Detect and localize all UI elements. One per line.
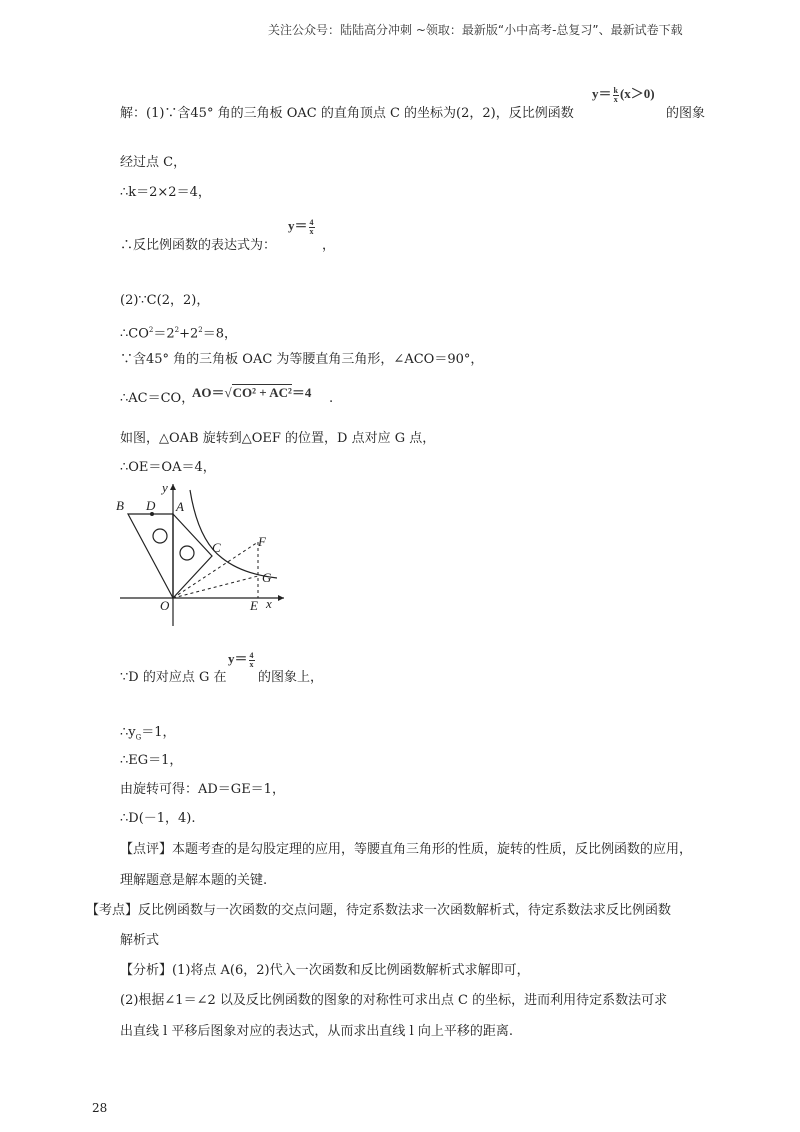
x-axis-arrow: [278, 595, 284, 601]
line-12: [120, 725, 176, 746]
formula-lhs: y＝: [592, 86, 612, 101]
line-12-a: ∴y: [120, 725, 136, 740]
line-6-b: ＝2: [153, 326, 175, 342]
line-1-tail: 的图象: [666, 106, 706, 121]
label-e: E: [250, 598, 258, 613]
triangle-oab: [128, 514, 173, 598]
label-a: A: [176, 499, 184, 514]
line-20: 【分析】(1)将点 A(6，2)代入一次函数和反比例函数解析式求解即可，: [120, 963, 530, 978]
formula-ao-sqrt: [192, 385, 311, 401]
radical-sign: √: [224, 385, 232, 400]
line-11: ∵D 的对应点 G 在: [120, 670, 227, 685]
line-5: (2)∵C(2，2)，: [120, 293, 210, 308]
fraction-numerator: 4: [309, 217, 314, 227]
fraction-4-over-x: [249, 652, 255, 669]
triangle-hole-2: [180, 546, 194, 560]
line-8-tail: .: [329, 391, 334, 406]
line-18: 【考点】反比例函数与一次函数的交点问题，待定系数法求一次函数解析式，待定系数法求反比例函数: [86, 903, 672, 918]
line-14: 由旋转可得：AD＝GE＝1，: [120, 782, 285, 797]
page-header: 关注公众号：陆陆高分冲刺 ~领取：最新版“小中高考-总复习”、最新试卷下载: [268, 23, 683, 37]
fraction-k-over-x: [613, 87, 619, 104]
line-8: ∴AC＝CO，: [120, 391, 195, 406]
geometry-figure: [112, 478, 292, 632]
label-o: O: [160, 598, 170, 613]
label-c: C: [212, 540, 221, 555]
formula-y-k-over-x: [592, 86, 655, 104]
line-17: 理解题意是解本题的关键.: [120, 873, 268, 888]
line-12-b: ＝1，: [141, 725, 176, 740]
line-11-tail: 的图象上，: [258, 670, 324, 685]
sub-g: G: [135, 733, 142, 742]
y-axis-arrow: [170, 484, 176, 490]
line-15: ∴D(－1，4).: [120, 811, 196, 826]
formula-y-4-over-x: [288, 218, 316, 236]
line-6: [120, 322, 237, 342]
label-y: y: [162, 480, 168, 495]
segment-og: [173, 576, 258, 598]
line-4-tail: ，: [322, 238, 336, 253]
sup-1: 2: [148, 326, 154, 334]
fraction-4-over-x: [309, 219, 315, 236]
fraction-denominator: x: [309, 226, 314, 236]
label-d: D: [146, 498, 156, 513]
label-x: x: [266, 596, 272, 611]
line-1-text: 解：(1)∵含45° 角的三角板 OAC 的直角顶点 C 的坐标为(2，2)，反比例函数: [120, 106, 574, 121]
triangle-oac: [173, 514, 212, 598]
formula-lhs: AO＝: [192, 385, 225, 400]
sup-2: 2: [174, 326, 180, 334]
radicand: CO² + AC²: [232, 385, 292, 400]
line-9: 如图，△OAB 旋转到△OEF 的位置，D 点对应 G 点，: [120, 431, 436, 446]
formula-rhs: ＝4: [291, 385, 312, 400]
line-1: [120, 106, 574, 122]
line-4: ∴反比例函数的表达式为：: [120, 238, 277, 253]
line-13: ∴EG＝1，: [120, 753, 183, 768]
label-g: G: [262, 570, 272, 585]
formula-lhs: y＝: [288, 218, 308, 233]
line-2: 经过点 C，: [120, 155, 187, 170]
fraction-denominator: x: [249, 659, 254, 669]
line-6-c: +2: [179, 326, 199, 342]
line-19: 解析式: [120, 933, 160, 948]
line-6-a: ∴CO: [120, 326, 149, 342]
line-22: 出直线 l 平移后图象对应的表达式，从而求出直线 l 向上平移的距离.: [120, 1024, 513, 1039]
sup-3: 2: [198, 326, 203, 334]
line-16: 【点评】本题考查的是勾股定理的应用，等腰直角三角形的性质，旋转的性质，反比例函数的应用，: [120, 842, 693, 857]
line-7: ∵含45° 角的三角板 OAC 为等腰直角三角形，∠ACO＝90°，: [120, 352, 484, 367]
line-21: (2)根据∠1＝∠2 以及反比例函数的图象的对称性可求出点 C 的坐标，进而利用待定系数法可求: [120, 993, 668, 1008]
formula-y-4-over-x-2: [228, 651, 256, 669]
line-3: ∴k＝2×2＝4，: [120, 185, 211, 200]
label-f: F: [258, 534, 266, 549]
page-number: 28: [92, 1101, 108, 1115]
line-6-d: ＝8，: [202, 326, 238, 342]
fraction-numerator: 4: [249, 650, 254, 660]
label-b: B: [116, 498, 124, 513]
formula-lhs: y＝: [228, 651, 248, 666]
geometry-svg: [112, 478, 292, 628]
fraction-numerator: k: [613, 85, 618, 95]
triangle-hole-1: [153, 529, 167, 543]
fraction-denominator: x: [613, 94, 618, 104]
line-10: ∴OE＝OA＝4，: [120, 460, 216, 475]
formula-condition: (x＞0): [619, 86, 655, 101]
